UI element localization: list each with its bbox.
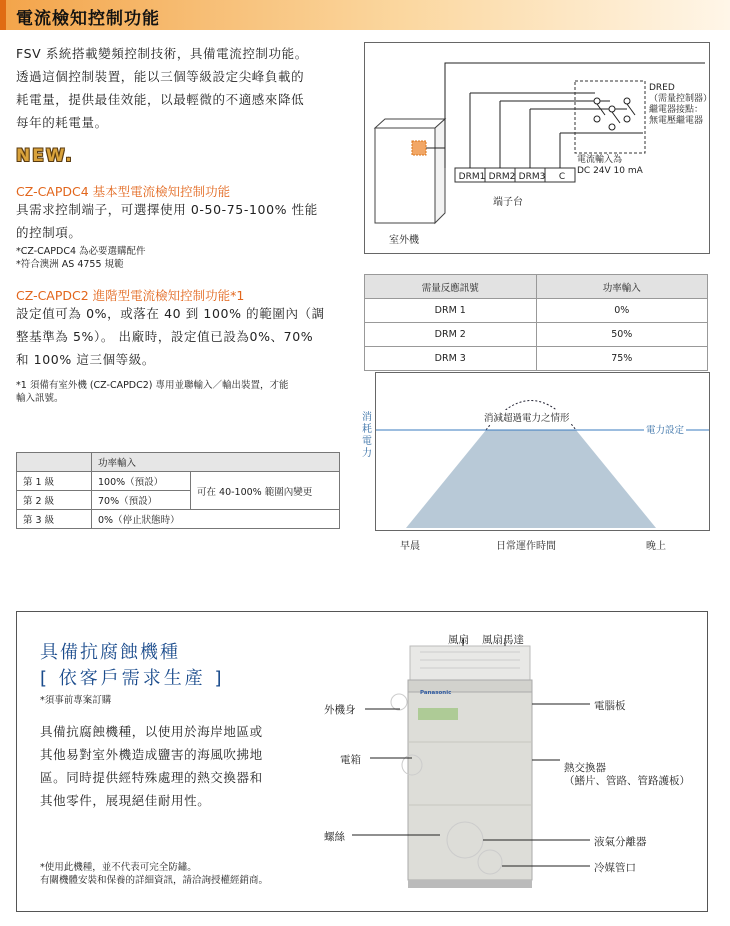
wiring-diagram [364, 42, 713, 254]
table-header: 功率輸入 [92, 453, 340, 472]
outdoor-unit-side [435, 119, 445, 223]
capdc4-line: 的控制項。 [16, 225, 82, 240]
input-label-line: DC 24V 10 mA [577, 166, 643, 176]
callout-separator: 液氣分離器 [594, 836, 647, 848]
intro-line: 每年的耗電量。 [16, 115, 108, 130]
input-label-line: 電流輸入為 [577, 155, 623, 165]
table-cell: 第 1 級 [17, 472, 92, 491]
terminal-block-label: 端子台 [493, 197, 523, 208]
x-label-daytime: 日常運作時間 [496, 541, 556, 552]
intro-line: 耗電量，提供最佳效能，以最輕微的不適感來降低 [16, 92, 305, 107]
capdc2-desc [16, 302, 361, 371]
table-cell-merged: 可在 40-100% 範圍內變更 [191, 472, 340, 510]
desc-line: 其他易對室外機造成鹽害的海風吹拂地 [40, 747, 263, 762]
table-row [365, 299, 708, 323]
dred-label-line: 無電壓繼電器 [649, 116, 704, 126]
outdoor-unit-label: 室外機 [389, 235, 419, 246]
drm-table [364, 274, 708, 371]
intro-line: FSV 系統搭載變頻控制技術，具備電流控制功能。 [16, 46, 308, 61]
level-table [16, 452, 340, 529]
desc-line: 具備抗腐蝕機種，以使用於海岸地區或 [40, 724, 263, 739]
table-row [365, 275, 708, 299]
capdc2-line: 整基準為 5%）。 出廠時，設定值已設為0%、70% [16, 329, 314, 344]
intro-line: 透過這個控制裝置，能以三個等級設定尖峰負載的 [16, 69, 305, 84]
power-curve-svg [376, 373, 709, 530]
anticorrosion-title: 具備抗腐蝕機種 [40, 642, 180, 663]
capdc2-line: 和 100% 這三個等級。 [16, 352, 155, 367]
table-cell: 0% [536, 299, 708, 323]
table-cell: 第 2 級 [17, 491, 92, 510]
anticorrosion-subtitle: [ 依客戶需求生產 ] [40, 668, 225, 689]
table-row [17, 453, 340, 472]
fan-guard [410, 646, 530, 682]
callout-ebox: 電箱 [340, 754, 361, 766]
callout-body: 外機身 [324, 704, 356, 716]
header-accent [0, 0, 6, 30]
terminal-label: DRM1 [458, 172, 486, 182]
callout-port: 冷媒管口 [594, 862, 636, 874]
table-cell: 50% [536, 323, 708, 347]
anticorrosion-desc [40, 720, 310, 812]
capdc4-note: *CZ-CAPDC4 為必要選購配件 [16, 246, 146, 257]
capdc4-desc [16, 198, 351, 244]
controller-box [412, 141, 426, 155]
x-label-morning: 早晨 [400, 541, 420, 552]
power-area [406, 430, 656, 528]
footnote-line: *1 須備有室外機 (CZ-CAPDC2) 專用並聯輸入／輸出裝置，才能 [16, 380, 289, 391]
capdc2-footnote [16, 379, 356, 405]
brand-logo-text: Panasonic [420, 690, 452, 696]
terminal-label: C [558, 172, 566, 182]
footnote-line: 輸入訊號。 [16, 393, 64, 404]
dred-label-line: 繼電器接點： [649, 105, 704, 115]
table-cell: 75% [536, 347, 708, 371]
capdc4-notes [16, 245, 146, 271]
table-row [17, 472, 340, 491]
table-cell: 第 3 級 [17, 510, 92, 529]
power-curve-diagram [375, 372, 710, 531]
terminal-label: DRM3 [518, 172, 546, 182]
terminal-labels [457, 172, 577, 182]
callout-fan-motor: 風扇馬達 [482, 634, 524, 646]
table-row [365, 323, 708, 347]
wiring-svg [365, 43, 713, 253]
capdc4-note: *符合澳洲 AS 4755 規範 [16, 259, 124, 270]
page-title: 電流檢知控制功能 [16, 9, 160, 29]
desc-line: 區。同時提供經特殊處理的熱交換器和 [40, 770, 263, 785]
desc-line: 其他零件，展現絕佳耐用性。 [40, 793, 211, 808]
table-cell: DRM 3 [365, 347, 537, 371]
capdc4-title: CZ-CAPDC4 基本型電流檢知控制功能 [16, 184, 231, 199]
disclaimer-line: 有關機體安裝和保養的詳細資訊，請洽詢授權經銷商。 [40, 875, 269, 886]
callout-screw: 螺絲 [324, 831, 345, 843]
dred-label-line: （需量控制器） [649, 94, 713, 104]
brand-plate [418, 708, 458, 720]
capdc4-line: 具需求控制端子，可選擇使用 0-50-75-100% 性能 [16, 202, 318, 217]
new-badge: NEW. [16, 146, 74, 166]
table-header: 需量反應訊號 [365, 275, 537, 299]
dred-label-line: DRED [649, 83, 675, 93]
peak-label: 消減超過電力之情形 [482, 410, 572, 424]
capdc2-line: 設定值可為 0%，或落在 40 到 100% 的範圍內（調 [16, 306, 325, 321]
outdoor-unit-illustration [300, 630, 710, 900]
intro-paragraph [16, 42, 351, 134]
table-header-blank [17, 453, 92, 472]
table-cell: 100%（預設） [92, 472, 191, 491]
disclaimer [40, 861, 268, 887]
table-cell: DRM 2 [365, 323, 537, 347]
table-row [365, 347, 708, 371]
callout-fan: 風扇 [448, 634, 469, 646]
outdoor-unit-top [375, 119, 445, 128]
x-label-evening: 晚上 [646, 541, 666, 552]
disclaimer-line: *使用此機種，並不代表可完全防鏽。 [40, 862, 197, 873]
table-cell: DRM 1 [365, 299, 537, 323]
order-note: *須事前專案訂購 [40, 695, 112, 706]
table-header: 功率輸入 [536, 275, 708, 299]
callout-hx: 熱交換器 [564, 762, 606, 774]
terminal-label: DRM2 [488, 172, 516, 182]
setting-label: 電力設定 [644, 422, 686, 436]
current-input-label [577, 155, 643, 177]
table-row [17, 510, 340, 529]
callout-hx-detail: （鰭片、管路、管路護板） [564, 775, 690, 787]
curve-ylabel: 消耗電力 [362, 412, 372, 459]
dred-box [575, 81, 645, 153]
table-cell: 0%（停止狀態時） [92, 510, 340, 529]
capdc2-title: CZ-CAPDC2 進階型電流檢知控制功能*1 [16, 288, 245, 303]
table-cell: 70%（預設） [92, 491, 191, 510]
callout-pcb: 電腦板 [594, 700, 626, 712]
unit-base [408, 880, 532, 888]
dred-label [649, 83, 713, 127]
